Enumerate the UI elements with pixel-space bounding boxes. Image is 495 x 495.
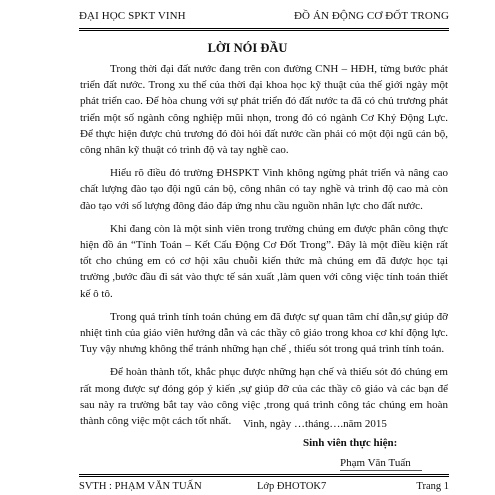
footer-class: Lớp ĐHOTOK7: [257, 481, 327, 492]
footer-double-rule: [79, 474, 449, 477]
paragraph-3: Khi đang còn là một sinh viên trong trường chúng em được phân công thực hiện đồ án “Tính Toán – Kết Cấu Động Cơ Đốt Trong”. Đây là một điều kiện rất tốt cho chúng em có cơ hội xâu chuỗi kiến thức mà chúng em đã được học tại trường ,bước đầu đi sát vào thực tế sản xuất ,làm quen với công việc tính toán thiết kế ô tô.: [80, 222, 448, 300]
document-title: LỜI NÓI ĐẦU: [207, 41, 288, 55]
paragraph-2: Hiểu rõ điều đó trường ĐHSPKT Vinh không ngừng phát triển và nâng cao chất lượng đào tạo đội ngũ cán bộ, công nhân có tay nghề và trình độ cao mà còn đào tạo với số lượng đông đảo đáp ứng nhu cầu nguồn nhân lực cho đất nước.: [80, 167, 448, 212]
header-double-rule: [79, 28, 449, 31]
footer-page-number: Trang 1: [416, 481, 449, 492]
footer-student: SVTH : PHẠM VĂN TUẤN: [79, 481, 202, 492]
header-university: ĐẠI HỌC SPKT VINH: [79, 10, 186, 22]
paragraph-5: Để hoàn thành tốt, khắc phục được những hạn chế và thiếu sót đó chúng em rất mong được sự đóng góp ý kiến ,sự giúp đỡ của các thầy cô giáo và các bạn để sau này ra trường bắt tay vào công việc ,trong quá trình công tác chúng em hoàn thành công việc một cách tốt nhất.: [80, 366, 448, 428]
signature-date: Vinh, ngày …tháng….năm 2015: [243, 418, 387, 430]
signature-name: Phạm Văn Tuấn: [340, 457, 411, 469]
header-project-title: ĐỒ ÁN ĐỘNG CƠ ĐỐT TRONG: [294, 10, 449, 22]
paragraph-4: Trong quá trình tính toán chúng em đã được sự quan tâm chỉ dẫn,sự giúp đỡ nhiệt tình của giáo viên hướng dẫn và các thầy cô giáo trong khoa cơ khí động lực. Tuy vậy nhưng không thể tránh những hạn chế , thiếu sót trong quá trình tính toán.: [80, 310, 448, 356]
paragraph-1: Trong thời đại đất nước đang trên con đường CNH – HĐH, từng bước phát triển đất nước. Trong xu thế của thời đại khoa học kỹ thuật của thế giới ngày một phát triển cao. Để hòa chung với sự phát triển đó đất nước ta đã có chủ trương phát triển một số ngành công nghiệp mũi nhọn, trong đó có ngành Cơ Khý Động Lực. Để thực hiện được chủ trương đó đòi hỏi đất nước cần phải có một đội ngũ cán bộ, công nhân kỹ thuật có trình độ và tay nghề cao.: [80, 63, 448, 157]
signature-role: Sinh viên thực hiện:: [303, 437, 398, 449]
signature-underline: [340, 470, 422, 471]
document-body: [80, 61, 448, 429]
